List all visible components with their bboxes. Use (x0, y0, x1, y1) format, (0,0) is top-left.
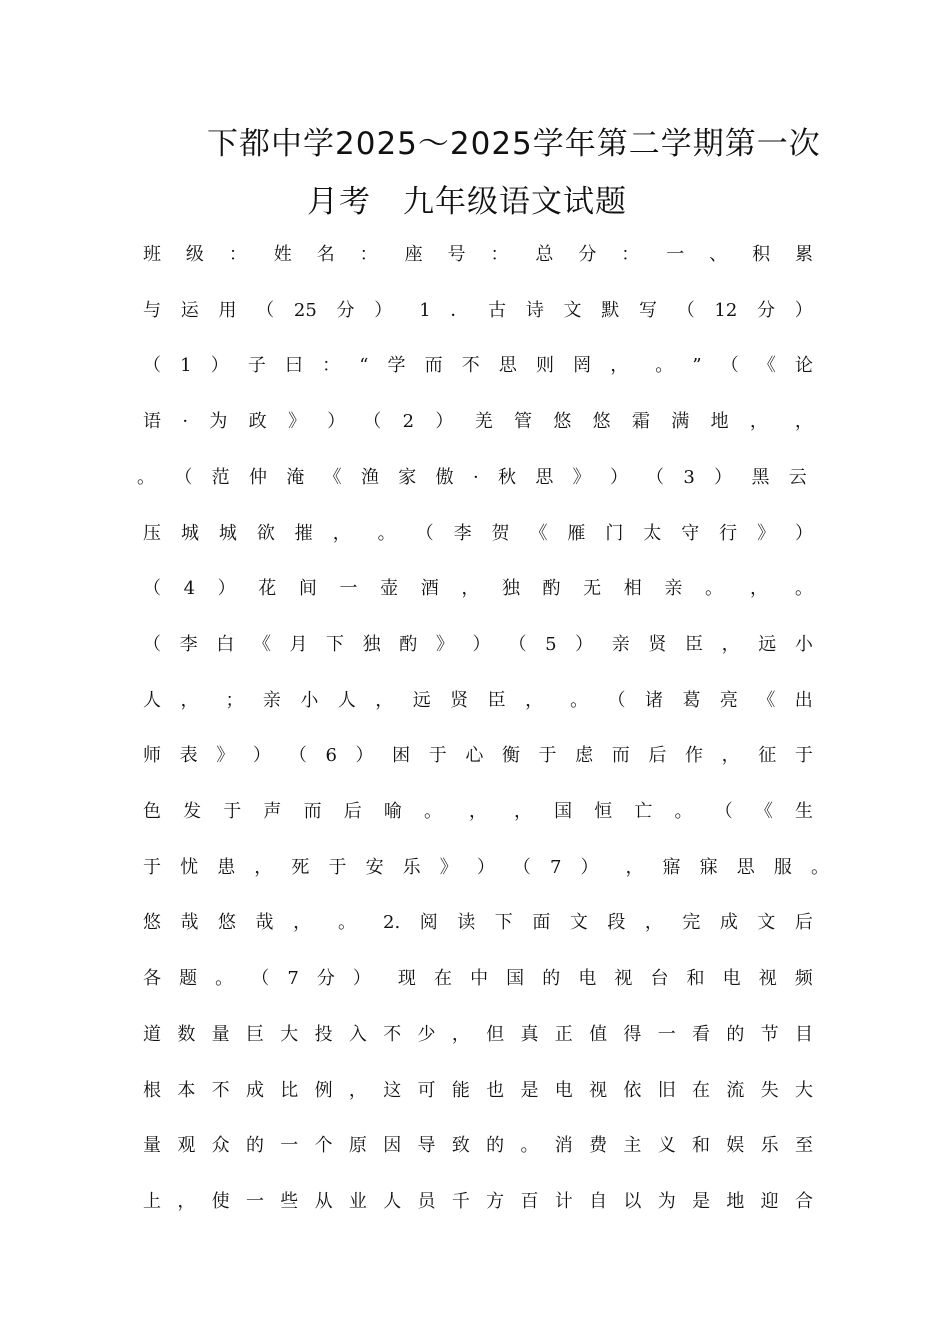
body-text-line: 上 ， 使 一 些 从 业 人 员 千 方 百 计 自 以 为 是 地 迎 合 (143, 1190, 813, 1212)
body-text-line: 与 运 用 （ 25 分 ） 1 ． 古 诗 文 默 写 （ 12 分 ） (143, 299, 813, 321)
exam-title-line-1: 下都中学2025～2025学年第二学期第一次 (207, 126, 821, 162)
body-text-line: 悠 哉 悠 哉 ， 。 2. 阅 读 下 面 文 段 ， 完 成 文 后 (143, 912, 813, 934)
body-text-line: 人 ， ； 亲 小 人 ， 远 贤 臣 ， 。 （ 诸 葛 亮 《 出 (143, 689, 813, 711)
body-text-line: 各 题 。 （ 7 分 ） 现 在 中 国 的 电 视 台 和 电 视 频 (143, 968, 813, 990)
body-text-line: （ 4 ） 花 间 一 壶 酒 ， 独 酌 无 相 亲 。 ， 。 (143, 578, 813, 600)
body-text-line: 于 忧 患 ， 死 于 安 乐 》 ） （ 7 ） ， 寤 寐 思 服 。 (143, 856, 829, 878)
body-text-line: 语 · 为 政 》 ） （ 2 ） 羌 管 悠 悠 霜 满 地 ， ， (143, 411, 813, 433)
body-text-line: 班 级 ： 姓 名 ： 座 号 ： 总 分 ： 一 、 积 累 (143, 244, 813, 265)
body-text-line: （ 1 ） 子 曰 ： “ 学 而 不 思 则 罔 ， 。 ” （ 《 论 (143, 355, 813, 377)
body-text-line: 色 发 于 声 而 后 喻 。 ， ， 国 恒 亡 。 （ 《 生 (143, 801, 813, 822)
body-text-line: 道 数 量 巨 大 投 入 不 少 ， 但 真 正 值 得 一 看 的 节 目 (143, 1023, 813, 1045)
exam-title-line-2: 月考 九年级语文试题 (307, 184, 627, 220)
body-text-line: 量 观 众 的 一 个 原 因 导 致 的 。 消 费 主 义 和 娱 乐 至 (143, 1135, 813, 1157)
body-text-line: 压 城 城 欲 摧 ， 。 （ 李 贺 《 雁 门 太 守 行 》 ） (143, 522, 813, 544)
body-text-line: 。 （ 范 仲 淹 《 渔 家 傲 · 秋 思 》 ） （ 3 ） 黑 云 (137, 466, 807, 488)
body-text-line: （ 李 白 《 月 下 独 酌 》 ） （ 5 ） 亲 贤 臣 ， 远 小 (143, 633, 813, 655)
body-text-line: 师 表 》 ） （ 6 ） 困 于 心 衡 于 虑 而 后 作 ， 征 于 (143, 745, 813, 767)
body-text-line: 根 本 不 成 比 例 ， 这 可 能 也 是 电 视 依 旧 在 流 失 大 (143, 1079, 813, 1101)
